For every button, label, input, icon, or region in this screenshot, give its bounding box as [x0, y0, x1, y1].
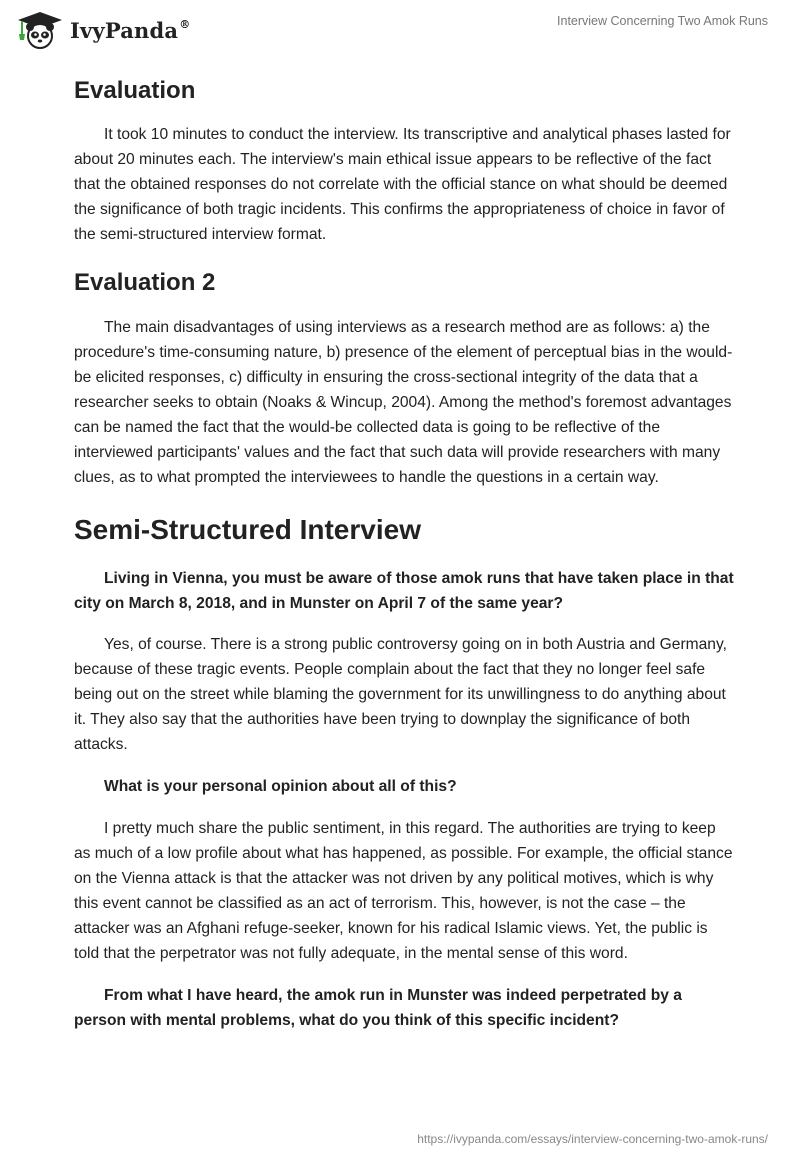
- ivypanda-logo[interactable]: [16, 10, 190, 50]
- essay-content: [74, 70, 734, 1033]
- interview-question-1: Living in Vienna, you must be aware of those amok runs that have taken place in that city on March 8, 2018, and in Munster on April 7 of the same year?: [74, 570, 734, 612]
- interview-answer-1: Yes, of course. There is a strong public controversy going on in both Austria and Germany, because of these tragic events. People complain about the fact that they no longer feel safe being out on the street while blaming the government for its unwillingness to do anything about it. They also say that the authorities have been trying to downplay the significance of both attacks.: [74, 636, 727, 753]
- page-header: [0, 0, 800, 62]
- paragraph-evaluation: It took 10 minutes to conduct the interview. Its transcriptive and analytical phases lasted for about 20 minutes each. The interview's main ethical issue appears to be reflective of the fact that the obtained responses do not correlate with the official stance on what should be deemed the significance of both tragic incidents. This confirms the appropriateness of choice in favor of the semi-structured interview format.: [74, 126, 731, 243]
- panda-graduation-cap-icon: [16, 10, 64, 50]
- heading-semi-structured-interview: Semi-Structured Interview: [74, 514, 421, 545]
- heading-evaluation: Evaluation: [74, 77, 196, 104]
- heading-evaluation-2: Evaluation 2: [74, 269, 216, 296]
- source-url[interactable]: https://ivypanda.com/essays/interview-concerning-two-amok-runs/: [417, 1132, 768, 1146]
- paragraph-evaluation-2: The main disadvantages of using interviews as a research method are as follows: a) the procedure's time-consuming nature, b) presence of the element of perceptual bias in the would-be elicited responses, c) difficulty in ensuring the cross-sectional integrity of the data that a researcher seeks to obtain (Noaks & Wincup, 2004). Among the method's foremost advantages can be named the fact that the would-be collected data is going to be reflective of the interviewed participants' values and the fact that such data will provide researchers with many clues, as to what prompted the interviewees to handle the questions in a certain way.: [74, 319, 733, 486]
- interview-question-3: From what I have heard, the amok run in Munster was indeed perpetrated by a person with mental problems, what do you think of this specific incident?: [74, 987, 682, 1029]
- interview-answer-2: I pretty much share the public sentiment, in this regard. The authorities are trying to keep as much of a low profile about what has happened, as possible. For example, the official stance on the Vienna attack is that the attacker was not driven by any political motives, which is why this event cannot be classified as an act of terrorism. This, however, is not the case – the attacker was an Afghani refuge-seeker, known for his radical Islamic views. Yet, the public is told that the perpetrator was not fully adequate, in the mental sense of this word.: [74, 820, 733, 962]
- interview-question-2: What is your personal opinion about all of this?: [104, 778, 457, 795]
- brand-name: IvyPanda®: [70, 17, 191, 43]
- document-title: Interview Concerning Two Amok Runs: [557, 14, 768, 28]
